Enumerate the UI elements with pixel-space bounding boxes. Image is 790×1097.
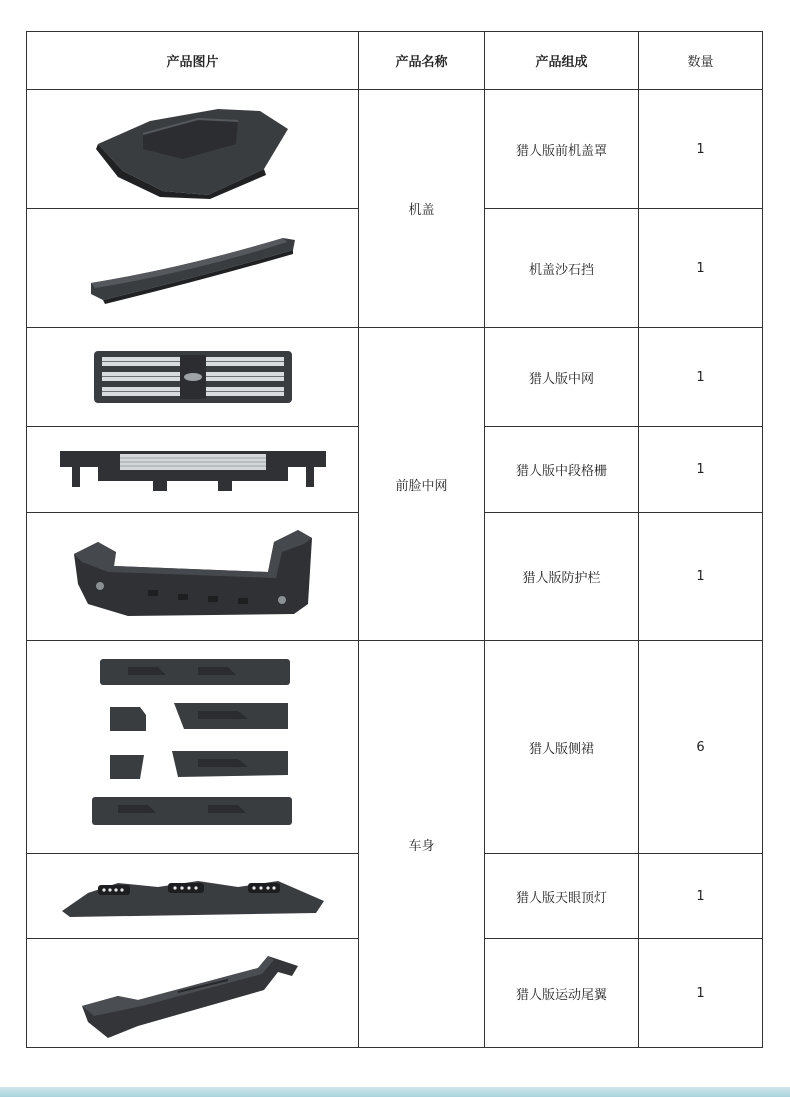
composition-cell: 猎人版前机盖罩 [485, 90, 639, 209]
image-cell [27, 513, 359, 641]
composition-cell: 机盖沙石挡 [485, 209, 639, 328]
composition-cell: 猎人版防护栏 [485, 513, 639, 641]
middle-grille-icon [58, 445, 328, 495]
rear-spoiler-icon [78, 946, 308, 1041]
quantity-cell: 1 [639, 427, 763, 513]
quantity-cell: 1 [639, 939, 763, 1048]
image-cell [27, 939, 359, 1048]
image-cell [27, 427, 359, 513]
parts-table [26, 31, 763, 1048]
composition-cell: 猎人版天眼顶灯 [485, 854, 639, 939]
quantity-cell: 1 [639, 90, 763, 209]
table-row [27, 641, 763, 854]
side-skirt-icon [88, 655, 298, 840]
roof-light-icon [58, 871, 328, 921]
image-cell [27, 90, 359, 209]
group-name-front-grille: 前脸中网 [359, 328, 485, 641]
quantity-cell: 1 [639, 328, 763, 427]
footer-bar [0, 1087, 790, 1097]
front-grille-icon [88, 347, 298, 407]
quantity-cell: 1 [639, 513, 763, 641]
quantity-cell: 1 [639, 854, 763, 939]
composition-cell: 猎人版运动尾翼 [485, 939, 639, 1048]
image-cell [27, 209, 359, 328]
group-name-hood: 机盖 [359, 90, 485, 328]
header-composition: 产品组成 [485, 32, 639, 90]
composition-cell: 猎人版侧裙 [485, 641, 639, 854]
composition-cell: 猎人版中网 [485, 328, 639, 427]
hood-cover-icon [88, 99, 298, 199]
image-cell [27, 854, 359, 939]
hood-deflector-icon [83, 228, 303, 308]
quantity-cell: 6 [639, 641, 763, 854]
image-cell [27, 328, 359, 427]
table-row [27, 90, 763, 209]
bumper-guard-icon [68, 524, 318, 629]
header-quantity: 数量 [639, 32, 763, 90]
table-row [27, 328, 763, 427]
group-name-body: 车身 [359, 641, 485, 1048]
header-image: 产品图片 [27, 32, 359, 90]
header-name: 产品名称 [359, 32, 485, 90]
quantity-cell: 1 [639, 209, 763, 328]
composition-cell: 猎人版中段格栅 [485, 427, 639, 513]
image-cell [27, 641, 359, 854]
header-row [27, 32, 763, 90]
